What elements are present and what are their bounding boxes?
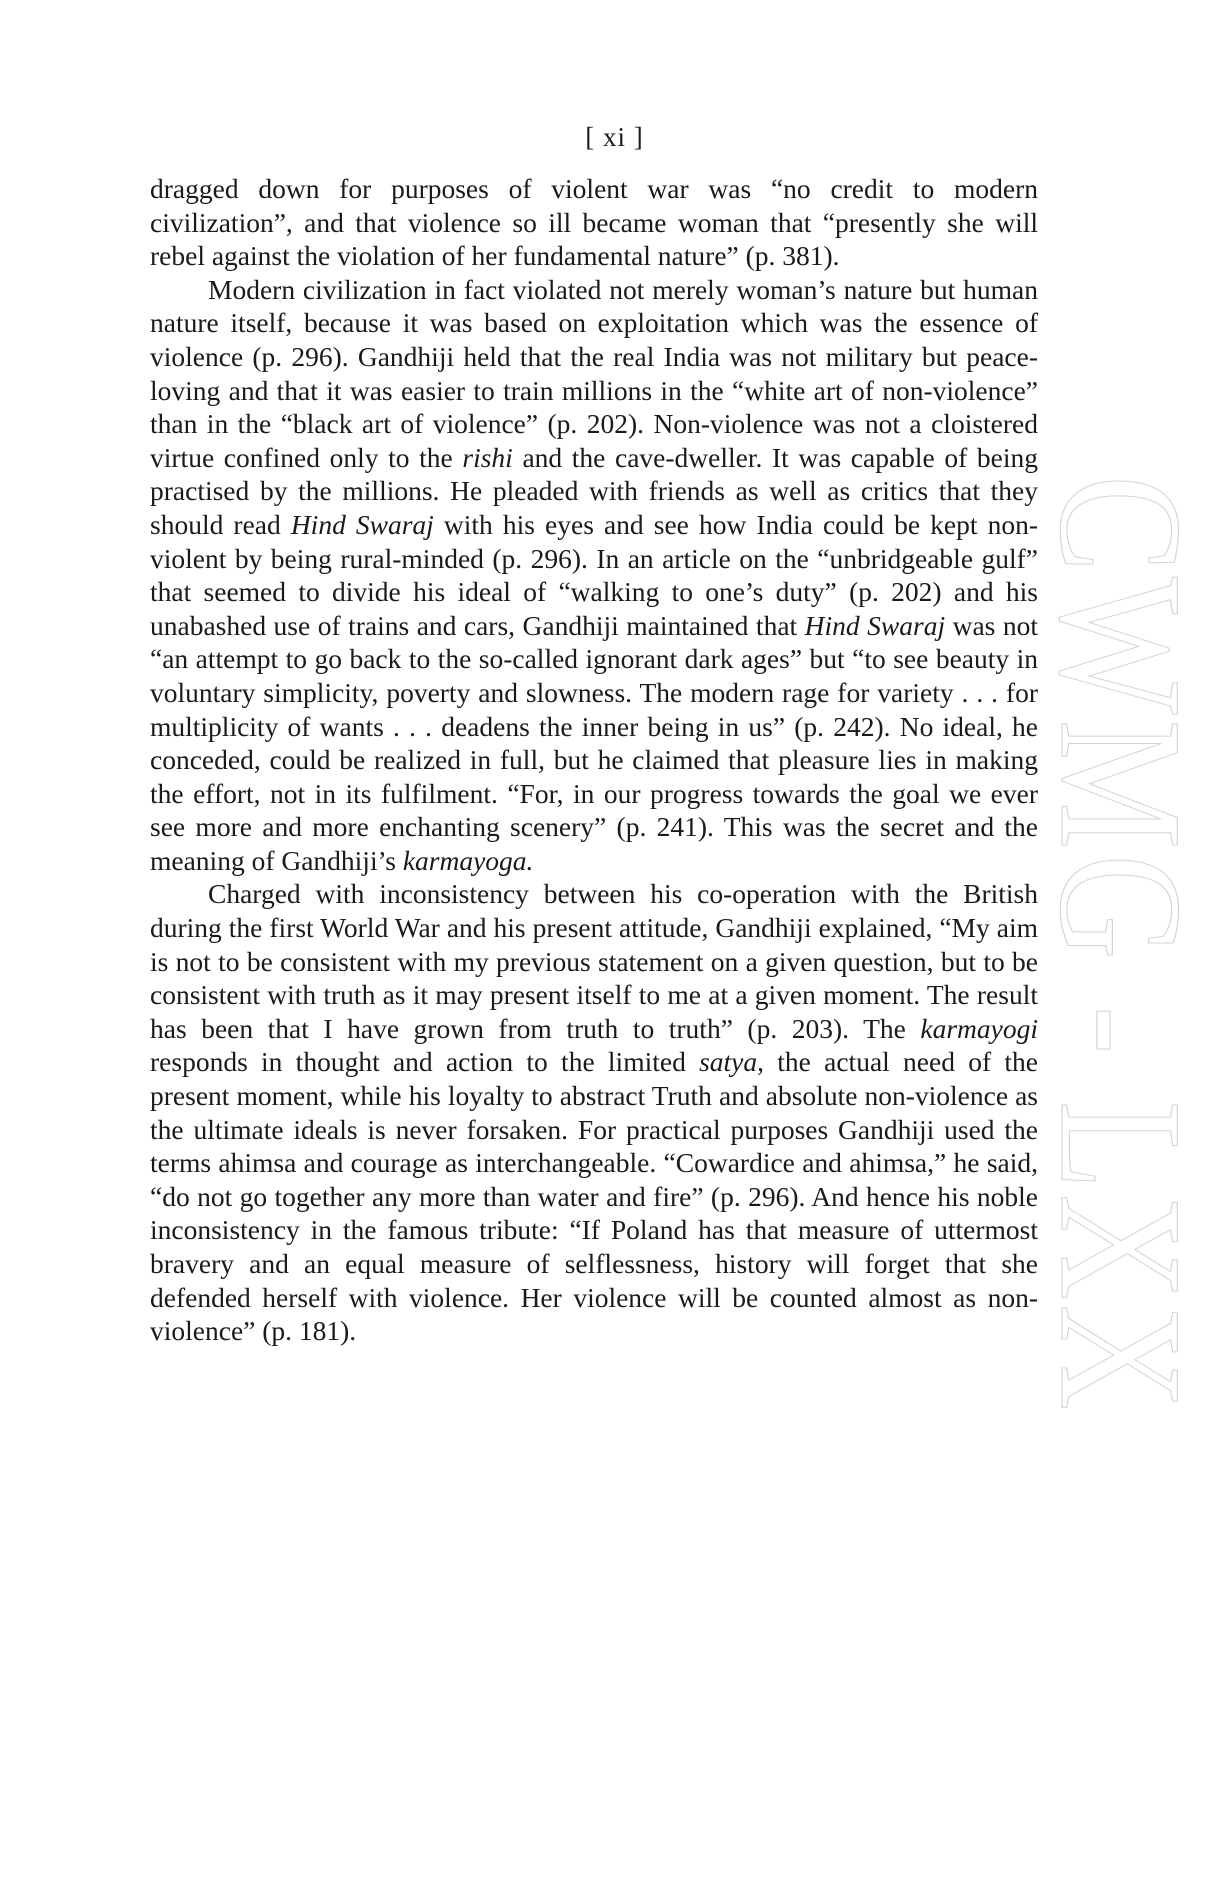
paragraph — [150, 172, 1038, 273]
text-run: , the actual need of the present moment, while his loyalty to abstract Truth and absolute non-violence as the ultimate ideals is never forsaken. For practical purposes Gandhiji used the terms ahimsa and courage as interchangeable. “Cowardice and ahimsa,” he said, “do not go together any more than water and fire” (p. 296). And hence his noble inconsistency in the famous tribute: “If Poland has that measure of uttermost bravery and an equal measure of selflessness, history will forget that she defended herself with violence. Her violence will be counted almost as non-violence” (p. 181). — [150, 1046, 1038, 1347]
text-run: was not “an attempt to go back to the so-called ignorant dark ages” but “to see beauty in voluntary simplicity, poverty and slowness. The modern rage for variety . . . for multiplicity of wants . . . deadens the inner being in us” (p. 242). No ideal, he conceded, could be realized in full, but he claimed that pleasure lies in making the effort, not in its fulfilment. “For, in our progress towards the goal we ever see more and more enchanting scenery” (p. 241). This was the secret and the meaning of Gandhiji’s — [150, 609, 1038, 876]
text-run: with his eyes and see how India could be kept non-violent by being rural-minded (p. 296). In an article on the “unbridgeable gulf” that seemed to divide his ideal of “walking to one’s duty” (p. 202) and his unabashed use of trains and cars, Gandhiji maintained that — [150, 508, 1038, 641]
paragraph — [150, 877, 1038, 1347]
text-run: Modern civilization in fact violated not merely woman’s nature but human nature itself, because it was based on exploitation which was the essence of violence (p. 296). Gandhiji held that the real India was not military but peace-loving and that it was easier to train millions in the “white art of non-violence” than in the “black art of violence” (p. 202). Non-violence was not a cloistered virtue confined only to the — [150, 273, 1038, 473]
italic-text: rishi — [462, 441, 513, 473]
text-run: dragged down for purposes of violent war was “no credit to modern civilization”, and that violence so ill became woman that “presently she will rebel against the violation of her fundamental nature” (p. 381). — [150, 173, 1038, 272]
italic-text: Hind Swaraj — [804, 609, 946, 641]
page-number: [ xi ] — [585, 122, 644, 152]
italic-text: satya — [699, 1046, 758, 1078]
italic-text: Hind Swaraj — [290, 508, 434, 540]
paragraph — [150, 273, 1038, 878]
watermark — [1018, 475, 1229, 1435]
watermark-text: CWMG - LXX — [1023, 475, 1218, 1435]
body-text — [150, 172, 1038, 1348]
text-run: Charged with inconsistency between his co-operation with the British during the first World War and his present attitude, Gandhiji explained, “My aim is not to be consistent with my previous statement on a given question, but to be consistent with truth as it may present itself to me at a given moment. The result has been that I have grown from truth to truth” (p. 203). The — [150, 878, 1038, 1044]
italic-text: karmayogi — [920, 1012, 1038, 1044]
text-run: responds in thought and action to the limited — [150, 1046, 700, 1078]
text-run: and the cave-dweller. It was capable of being practised by the millions. He pleaded with friends as well as critics that they should read — [150, 441, 1038, 540]
italic-text: karmayoga. — [402, 844, 534, 876]
